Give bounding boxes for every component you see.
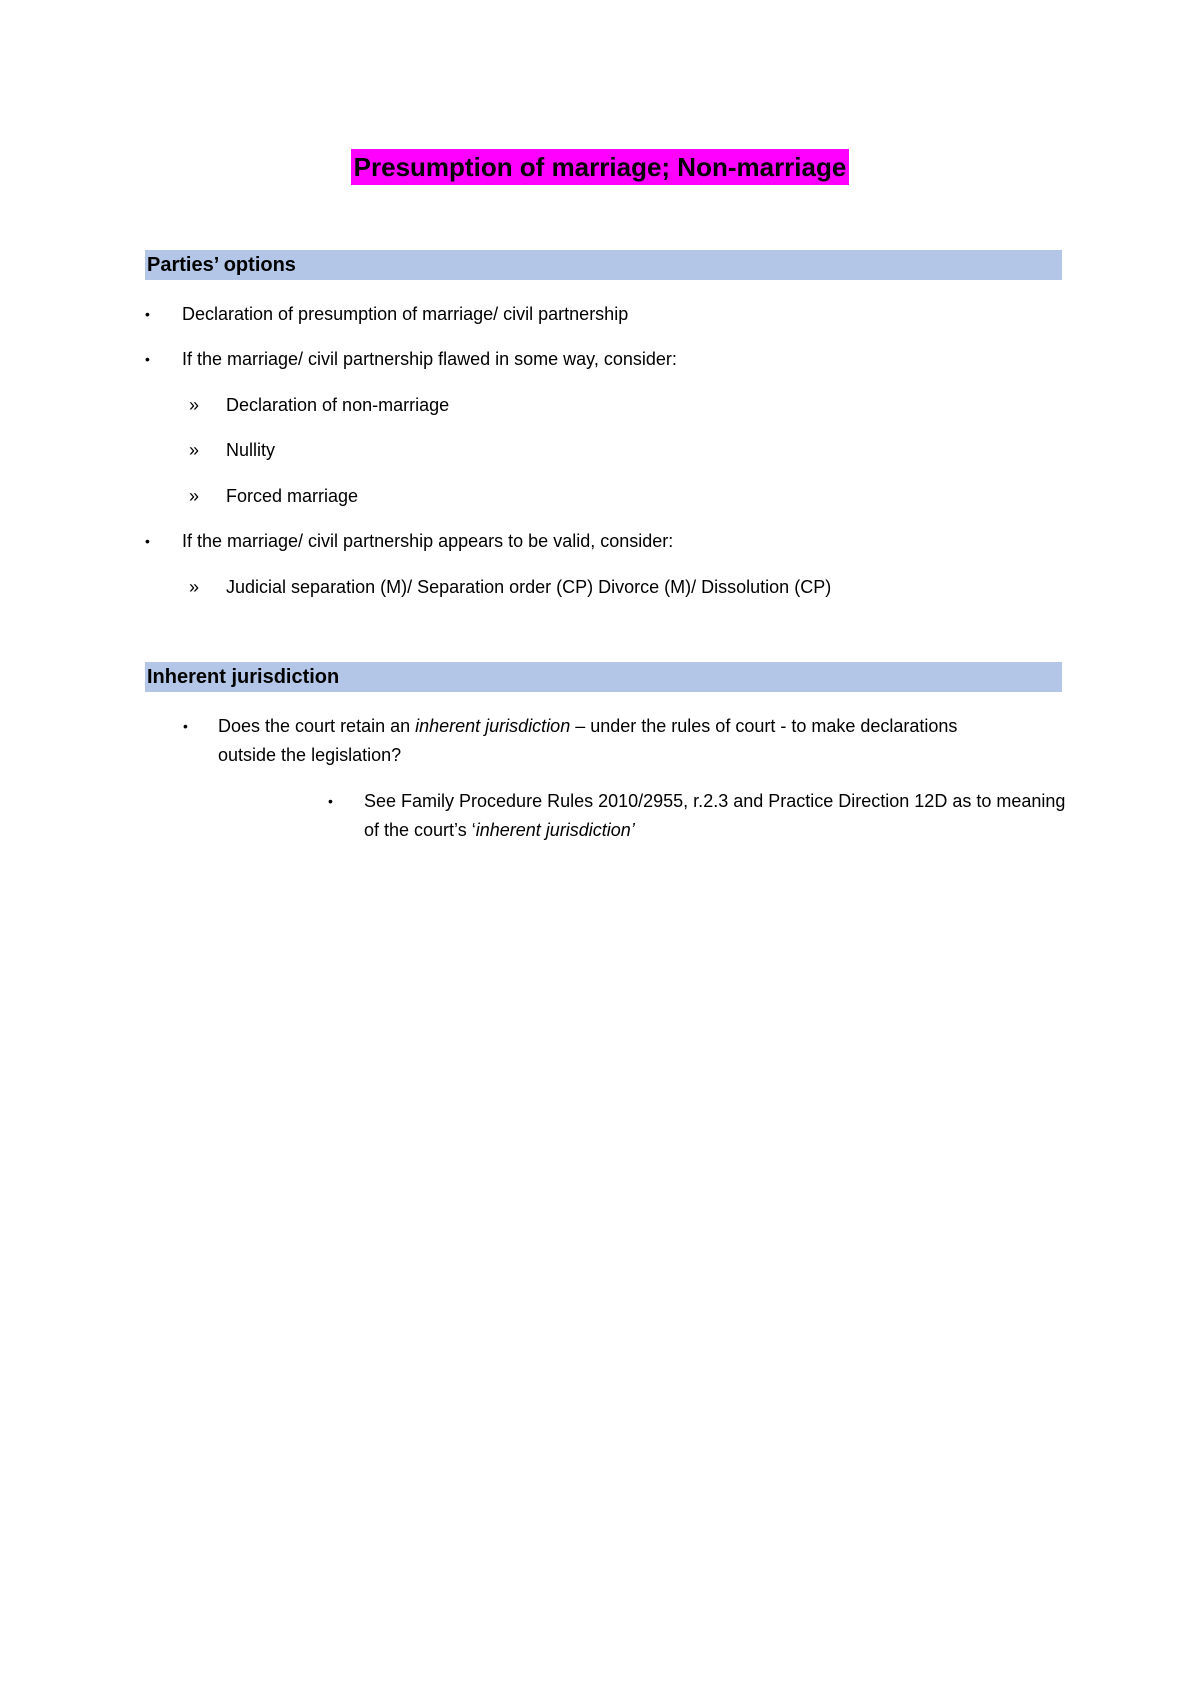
sub-list-item: Judicial separation (M)/ Separation order (CP) Divorce (M)/ Dissolution (CP): [226, 577, 832, 597]
double-chevron-icon: »: [189, 395, 200, 415]
sub-list-item: Nullity: [226, 440, 276, 460]
sub-list-item: Forced marriage: [226, 486, 359, 506]
sub-list-item: [364, 787, 1074, 845]
sub-list-item-text-pre: See Family Procedure Rules 2010/2955, r.2.3 and Practice Direction 12D as to meaning of the court’s ‘: [364, 791, 1066, 840]
bullet-icon: •: [145, 306, 150, 322]
list-item-text-post: – under the rules of court - to make declarations outside the legislation?: [218, 716, 958, 765]
bullet-icon: •: [145, 533, 150, 549]
bullet-icon: •: [145, 351, 150, 367]
list-item: If the marriage/ civil partnership flawed in some way, consider:: [182, 349, 677, 369]
list-item-text-italic: inherent jurisdiction: [415, 716, 571, 736]
double-chevron-icon: »: [189, 486, 200, 506]
section-heading-parties-options: Parties’ options: [145, 250, 1062, 280]
title-wrap: [0, 149, 1200, 185]
double-chevron-icon: »: [189, 440, 200, 460]
sub-list-item-text-italic: inherent jurisdiction’: [475, 820, 635, 840]
double-chevron-icon: »: [189, 577, 200, 597]
sub-list-item: Declaration of non-marriage: [226, 395, 450, 415]
list-item-text-pre: Does the court retain an: [218, 716, 416, 736]
list-item: Declaration of presumption of marriage/ civil partnership: [182, 304, 629, 324]
page-title: Presumption of marriage; Non-marriage: [351, 149, 850, 185]
bullet-icon: •: [183, 718, 188, 734]
section-heading-inherent-jurisdiction: Inherent jurisdiction: [145, 662, 1062, 692]
list-item: [218, 712, 978, 770]
list-item: If the marriage/ civil partnership appears to be valid, consider:: [182, 531, 674, 551]
bullet-icon: •: [328, 793, 333, 809]
